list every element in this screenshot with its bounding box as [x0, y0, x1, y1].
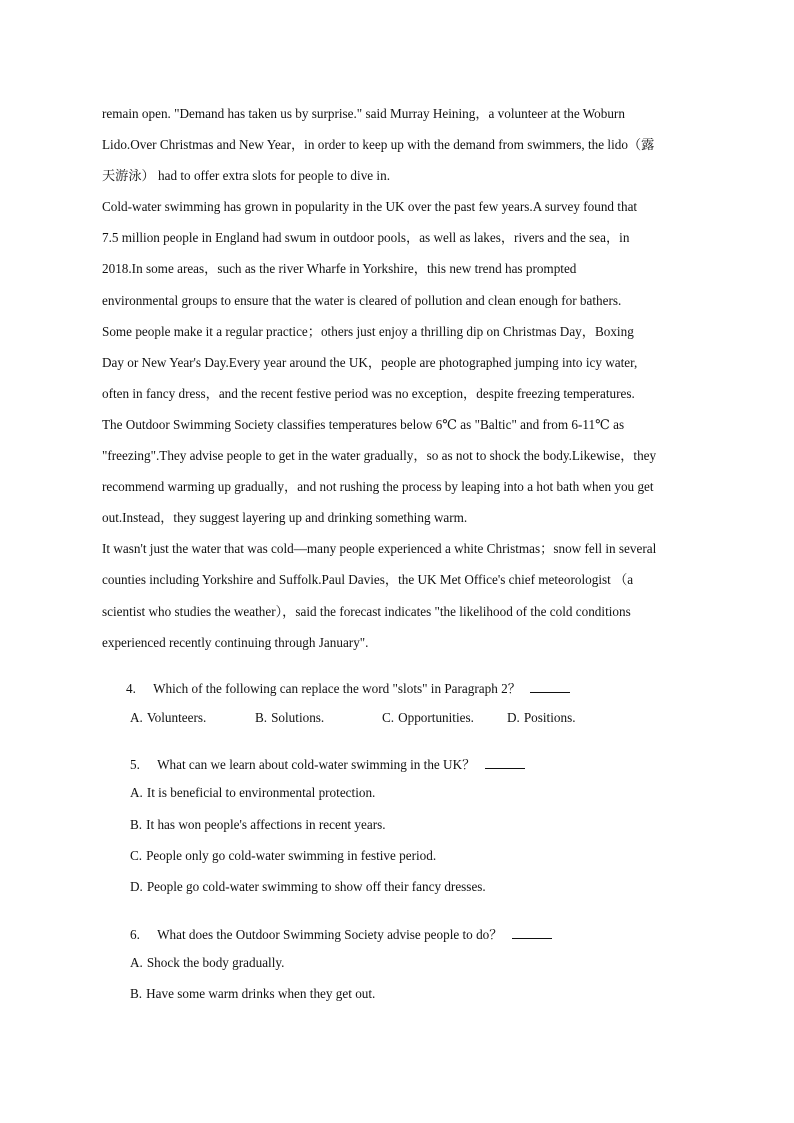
option-text: Have some warm drinks when they get out.: [146, 986, 376, 1001]
answer-blank[interactable]: [530, 680, 570, 693]
option-text: Opportunities.: [398, 710, 474, 725]
passage-line: environmental groups to ensure that the water is cleared of pollution and clean enough for bathers.: [102, 292, 622, 308]
option-4d[interactable]: [507, 710, 576, 726]
option-5c[interactable]: [130, 848, 436, 864]
passage-line: scientist who studies the weather），said the forecast indicates "the likelihood of the cold conditions: [102, 603, 631, 619]
passage-line: Lido.Over Christmas and New Year，in order to keep up with the demand from swimmers, the lido（露: [102, 137, 655, 153]
question-stem: What does the Outdoor Swimming Society advise people to do？: [157, 927, 503, 942]
option-text: Volunteers.: [146, 710, 207, 725]
option-letter: C.: [130, 848, 143, 863]
option-letter: A.: [130, 955, 143, 970]
reading-passage: [102, 98, 694, 658]
question-stem: Which of the following can replace the word "slots" in Paragraph 2？: [153, 681, 521, 696]
option-letter: B.: [130, 986, 143, 1001]
option-5d[interactable]: [130, 879, 486, 895]
answer-blank[interactable]: [485, 756, 525, 769]
question-5: [130, 754, 525, 773]
passage-line: The Outdoor Swimming Society classifies temperatures below 6℃ as "Baltic" and from 6-11℃ as: [102, 416, 625, 432]
option-text: People go cold-water swimming to show off their fancy dresses.: [146, 879, 486, 894]
option-5b[interactable]: [130, 817, 386, 833]
passage-line: Some people make it a regular practice；others just enjoy a thrilling dip on Christmas Day，Boxing: [102, 323, 634, 339]
passage-line: experienced recently continuing through January".: [102, 634, 369, 650]
option-text: Shock the body gradually.: [146, 955, 285, 970]
option-6b[interactable]: [130, 986, 375, 1002]
option-4a[interactable]: [130, 710, 206, 726]
option-5a[interactable]: [130, 785, 375, 801]
passage-line: counties including Yorkshire and Suffolk.Paul Davies，the UK Met Office's chief meteorologist （a: [102, 572, 634, 588]
option-letter: C.: [382, 710, 395, 725]
passage-line: 天游泳） had to offer extra slots for people to dive in.: [102, 168, 390, 184]
option-text: Solutions.: [271, 710, 325, 725]
question-stem: What can we learn about cold-water swimming in the UK？: [157, 757, 476, 772]
option-letter: A.: [130, 710, 143, 725]
answer-blank[interactable]: [512, 926, 552, 939]
option-letter: D.: [130, 879, 143, 894]
passage-line: "freezing".They advise people to get in the water gradually，so as not to shock the body.Likewise，they: [102, 448, 657, 464]
option-text: People only go cold-water swimming in festive period.: [146, 848, 437, 863]
question-number: 5.: [130, 757, 140, 772]
option-text: Positions.: [523, 710, 576, 725]
question-4: [126, 678, 570, 697]
passage-line: remain open. "Demand has taken us by surprise." said Murray Heining，a volunteer at the Woburn: [102, 106, 625, 121]
option-letter: B.: [130, 817, 143, 832]
option-letter: A.: [130, 785, 143, 800]
option-6a[interactable]: [130, 955, 284, 971]
passage-line: 2018.In some areas，such as the river Wharfe in Yorkshire，this new trend has prompted: [102, 261, 577, 277]
option-text: It has won people's affections in recent years.: [146, 817, 386, 832]
passage-line: Day or New Year's Day.Every year around the UK，people are photographed jumping into icy water,: [102, 354, 638, 370]
passage-line: Cold-water swimming has grown in popularity in the UK over the past few years.A survey found that: [102, 199, 638, 215]
option-text: It is beneficial to environmental protection.: [146, 785, 376, 800]
passage-line: out.Instead，they suggest layering up and drinking something warm.: [102, 510, 468, 526]
question-number: 6.: [130, 927, 140, 942]
passage-line: 7.5 million people in England had swum in outdoor pools，as well as lakes，rivers and the sea，in: [102, 230, 630, 246]
option-4c[interactable]: [382, 710, 474, 726]
passage-line: often in fancy dress，and the recent festive period was no exception，despite freezing temperatures.: [102, 385, 635, 401]
question-number: 4.: [126, 681, 136, 696]
passage-line: recommend warming up gradually，and not rushing the process by leaping into a hot bath when you get: [102, 479, 654, 495]
option-letter: B.: [255, 710, 268, 725]
option-letter: D.: [507, 710, 520, 725]
passage-line: It wasn't just the water that was cold—many people experienced a white Christmas；snow fell in several: [102, 541, 657, 557]
question-6: [130, 924, 552, 943]
option-4b[interactable]: [255, 710, 324, 726]
